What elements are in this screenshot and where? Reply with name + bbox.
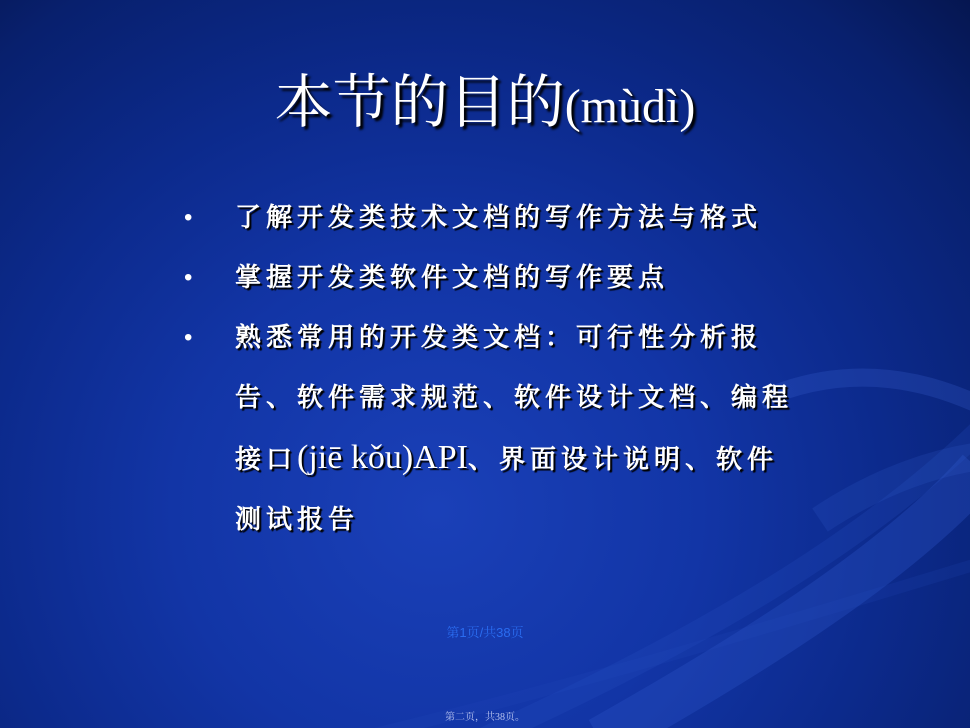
bullet-item-1 [180, 188, 800, 248]
bullet-text-part: 、界面设计说明、软件测试报告 [235, 445, 778, 535]
bullet-text [235, 308, 800, 550]
slide-title [0, 62, 970, 147]
bullet-item-3 [180, 308, 800, 550]
page-counter: 第1页/共38页 [446, 625, 524, 640]
bullet-dot-icon: • [184, 264, 193, 291]
slide-title-chinese: 本节的目的 [274, 68, 565, 136]
page-footer: 第二页，共38页。 [445, 712, 525, 723]
bullet-text-pinyin-api: (jiē kǒu)API [297, 439, 468, 476]
slide-title-pinyin: (mùdì) [564, 80, 696, 133]
bullet-text: 了解开发类技术文档的写作方法与格式 [235, 203, 763, 233]
bullet-item-2 [180, 248, 800, 308]
bullet-text: 掌握开发类软件文档的写作要点 [235, 263, 670, 293]
bullet-text-part: 熟悉常用的开发类文档：可行性分析报告、软件需求规范、软件设计文档、编程接口 [235, 323, 794, 475]
bullet-dot-icon: • [184, 204, 193, 231]
bullet-list [180, 188, 800, 550]
bullet-dot-icon: • [184, 324, 193, 351]
